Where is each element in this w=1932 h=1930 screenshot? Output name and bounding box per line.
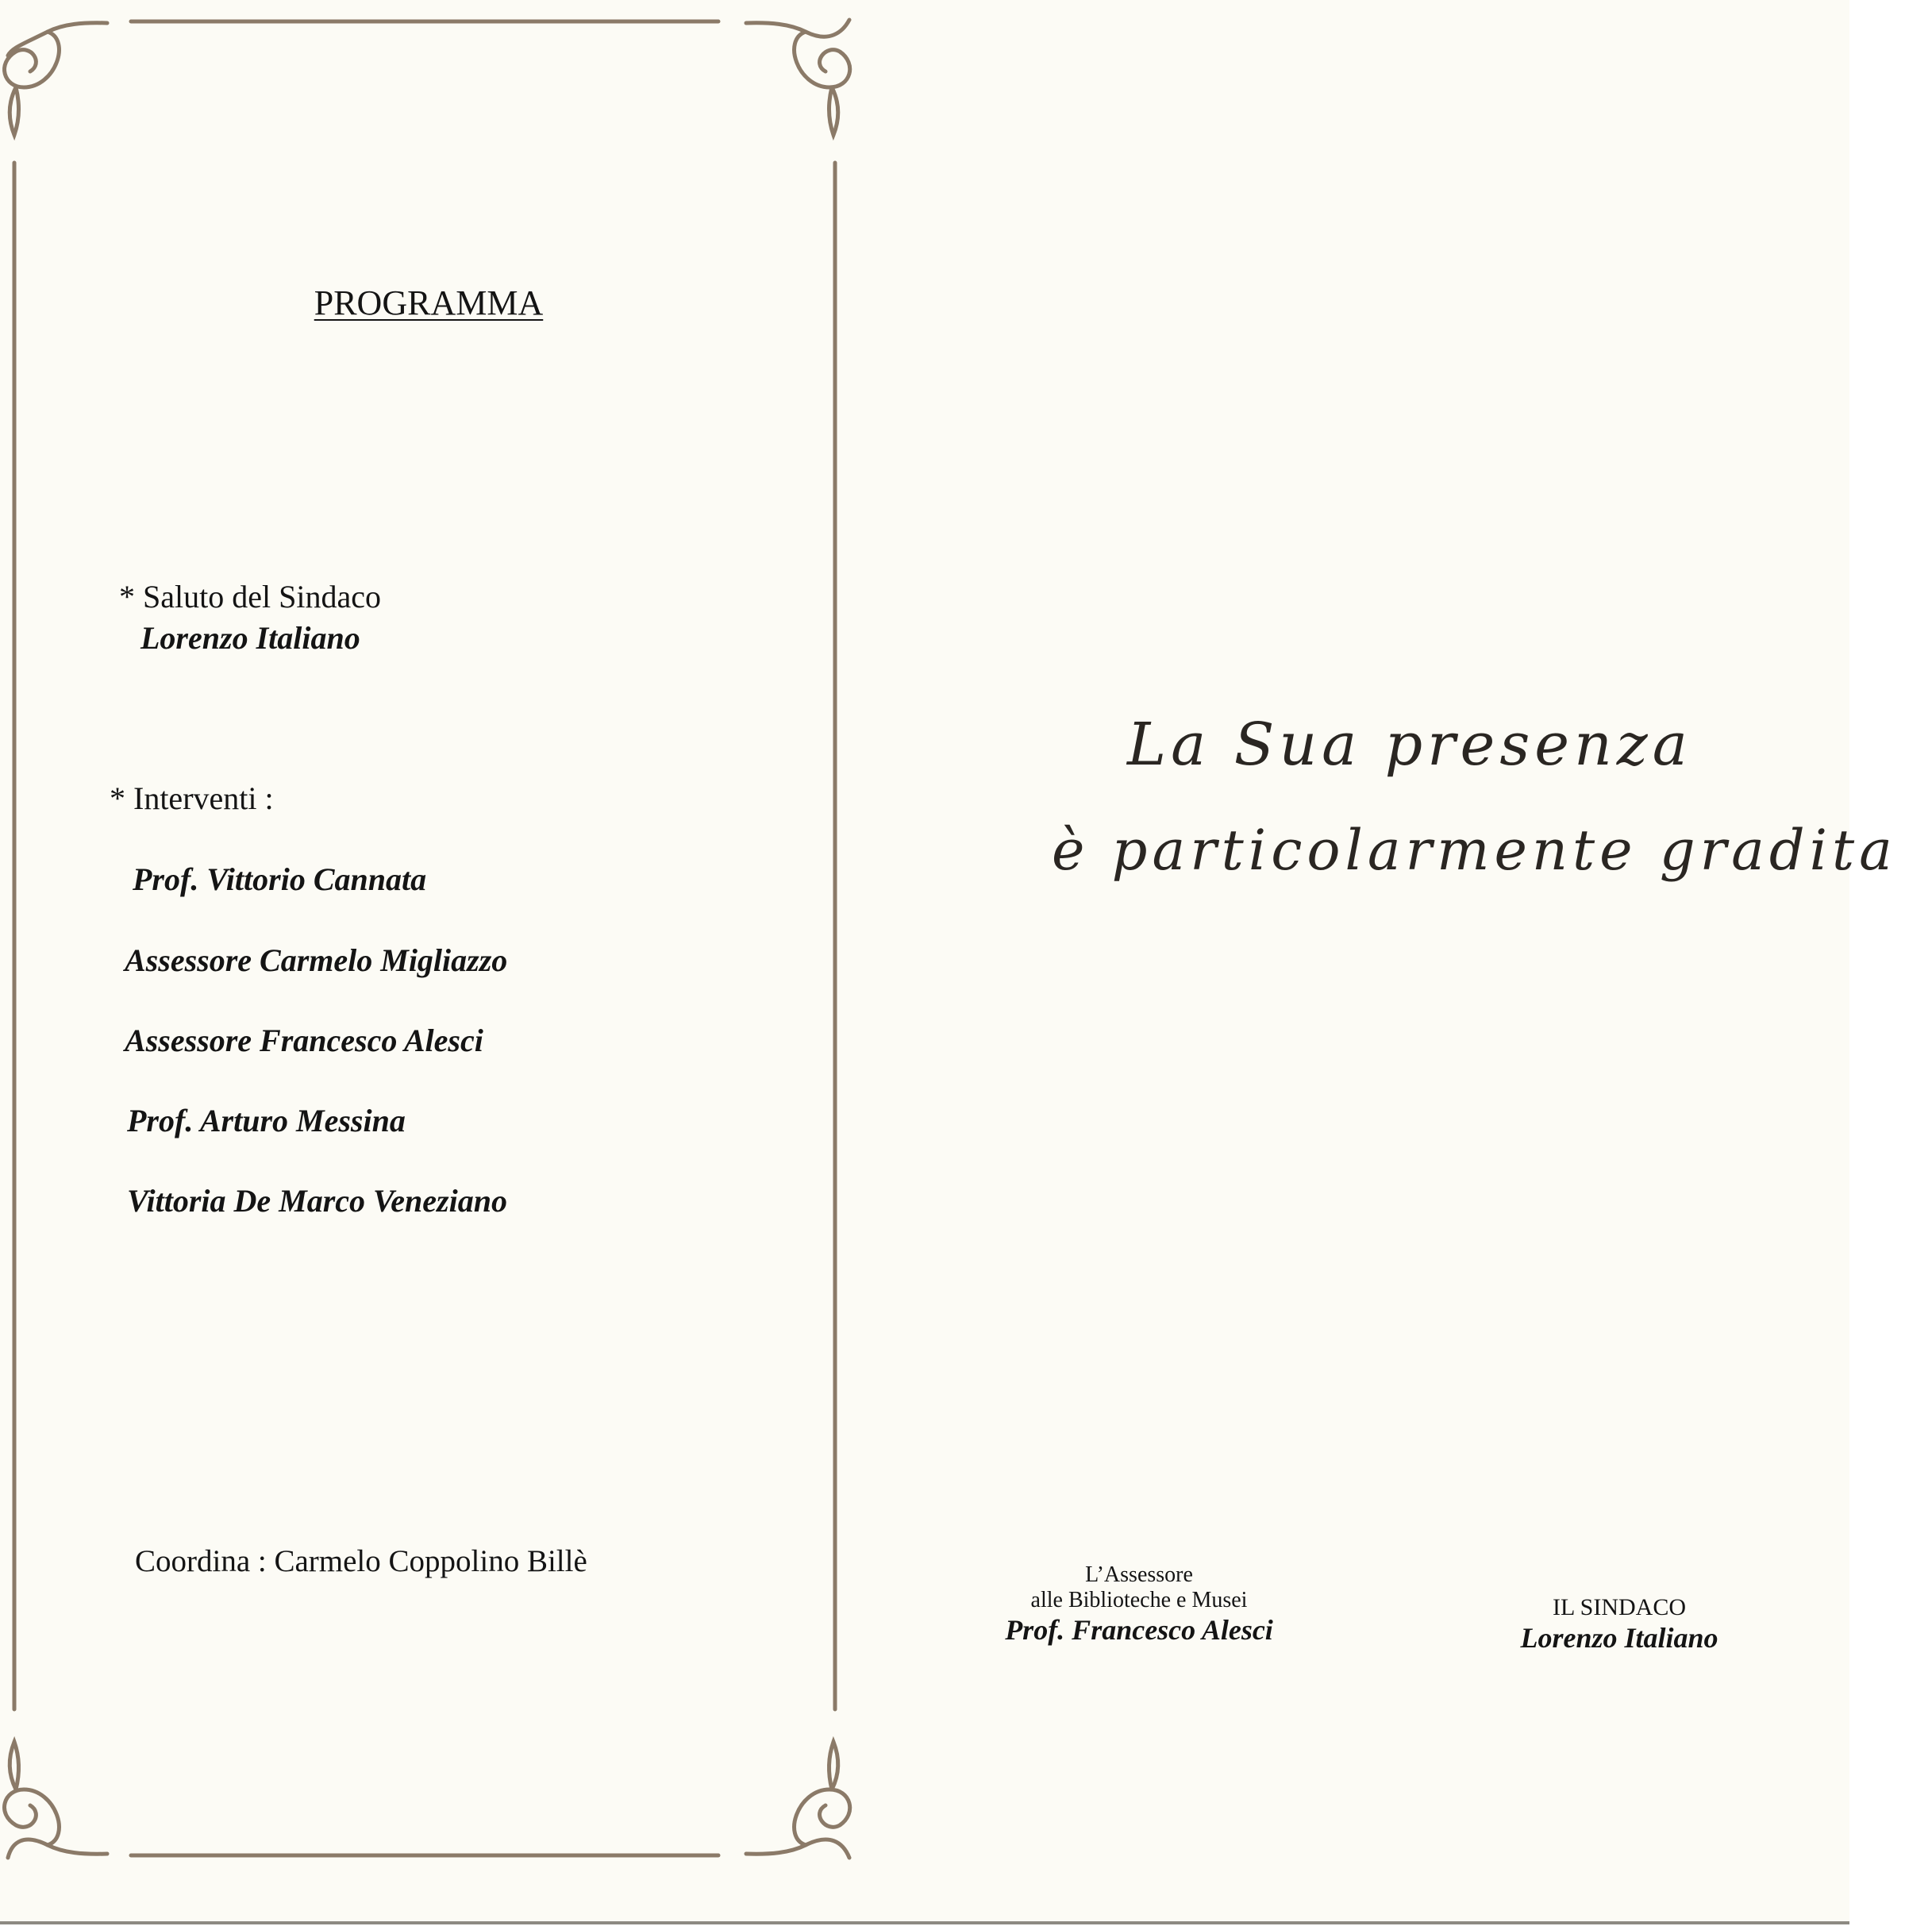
- invitation-line-2: è particolarmente gradita: [1052, 818, 1897, 883]
- mayor-signature-block: [1492, 1594, 1746, 1655]
- card-bottom-edge: [0, 1921, 1849, 1924]
- flourish-top-left: [5, 23, 107, 135]
- speaker-item: Prof. Vittorio Cannata: [133, 861, 427, 897]
- speaker-item: Assessore Francesco Alesci: [125, 1023, 483, 1058]
- program-title: PROGRAMMA: [314, 283, 544, 322]
- flourish-top-right: [746, 20, 850, 135]
- flourish-bottom-right: [746, 1742, 850, 1858]
- interventions-label: * Interventi :: [110, 780, 274, 816]
- assessor-signature-block: [992, 1562, 1286, 1647]
- speaker-item: Prof. Arturo Messina: [127, 1103, 406, 1138]
- assessor-name: Prof. Francesco Alesci: [1005, 1614, 1273, 1646]
- mayor-title: IL SINDACO: [1552, 1594, 1687, 1620]
- mayor-name: Lorenzo Italiano: [1520, 1622, 1718, 1654]
- assessor-department: alle Biblioteche e Musei: [1030, 1588, 1248, 1612]
- speaker-item: Vittoria De Marco Veneziano: [127, 1183, 507, 1219]
- speaker-item: Assessore Carmelo Migliazzo: [125, 942, 508, 978]
- greeting-name: Lorenzo Italiano: [140, 620, 360, 656]
- flourish-bottom-left: [5, 1742, 107, 1858]
- coordinator-line: Coordina : Carmelo Coppolino Billè: [135, 1544, 587, 1578]
- assessor-title: L’Assessore: [1085, 1562, 1193, 1587]
- invitation-line-1: La Sua presenza: [1127, 711, 1692, 779]
- greeting-label: * Saluto del Sindaco: [119, 579, 381, 614]
